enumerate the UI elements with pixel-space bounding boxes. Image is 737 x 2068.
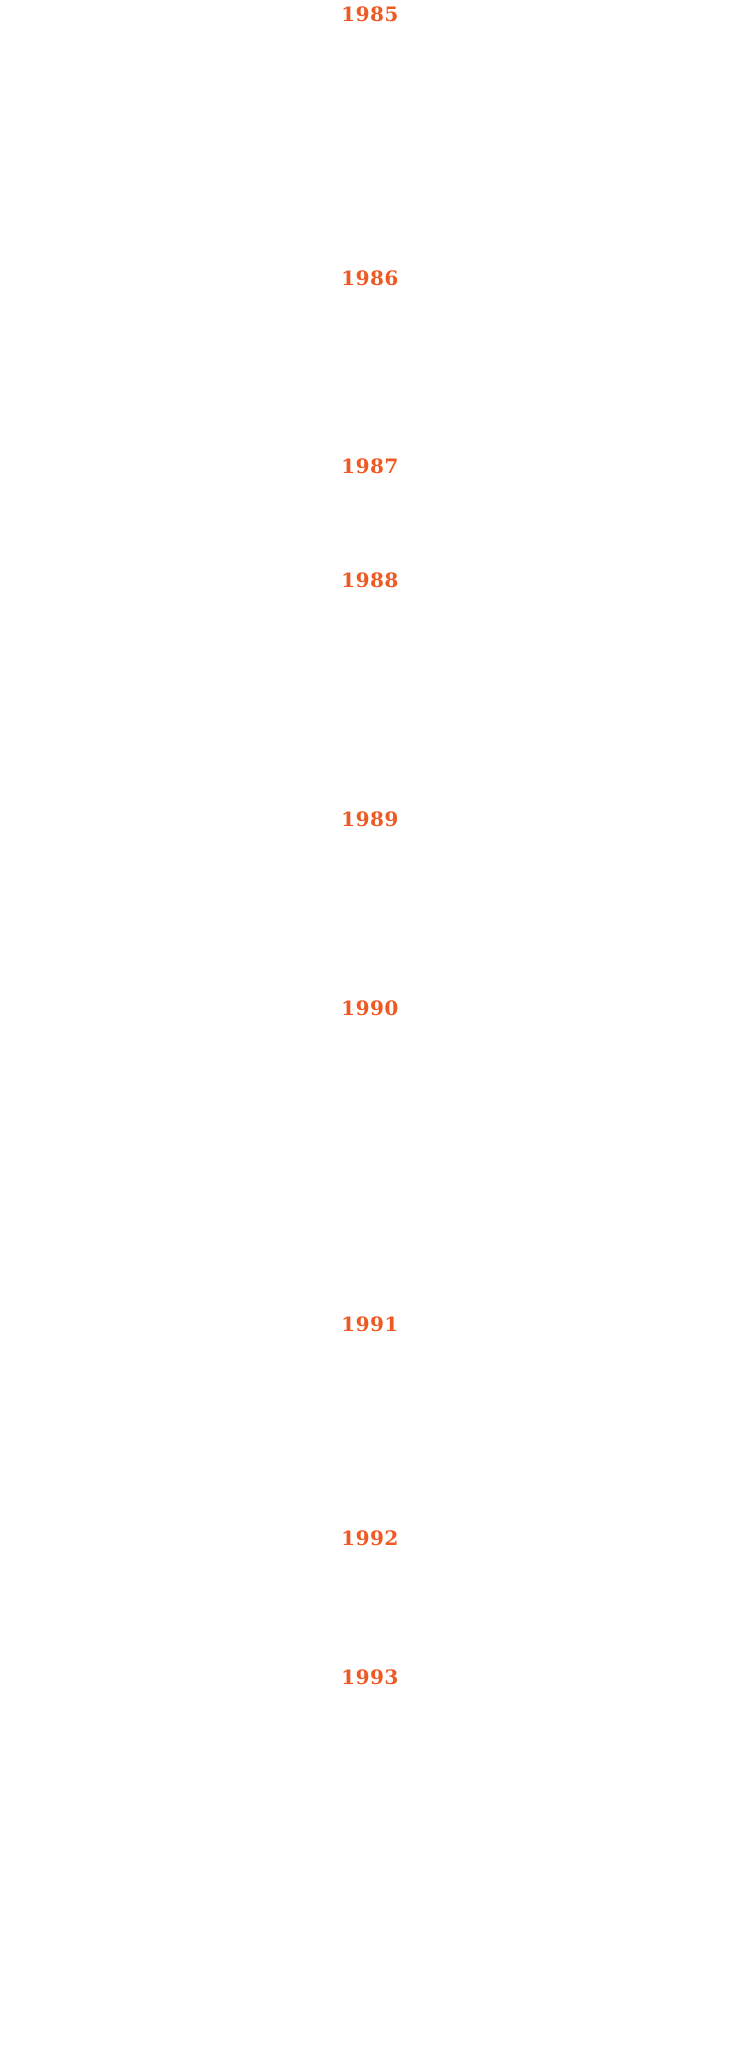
- year-heading-1985: 1985: [341, 2, 399, 26]
- year-heading-1991: 1991: [341, 1312, 399, 1336]
- year-heading-1993: 1993: [341, 1665, 399, 1689]
- year-heading-1990: 1990: [341, 996, 399, 1020]
- year-heading-1989: 1989: [341, 807, 399, 831]
- year-heading-1988: 1988: [341, 568, 399, 592]
- year-heading-1986: 1986: [341, 266, 399, 290]
- year-heading-1992: 1992: [341, 1526, 399, 1550]
- year-heading-1987: 1987: [341, 454, 399, 478]
